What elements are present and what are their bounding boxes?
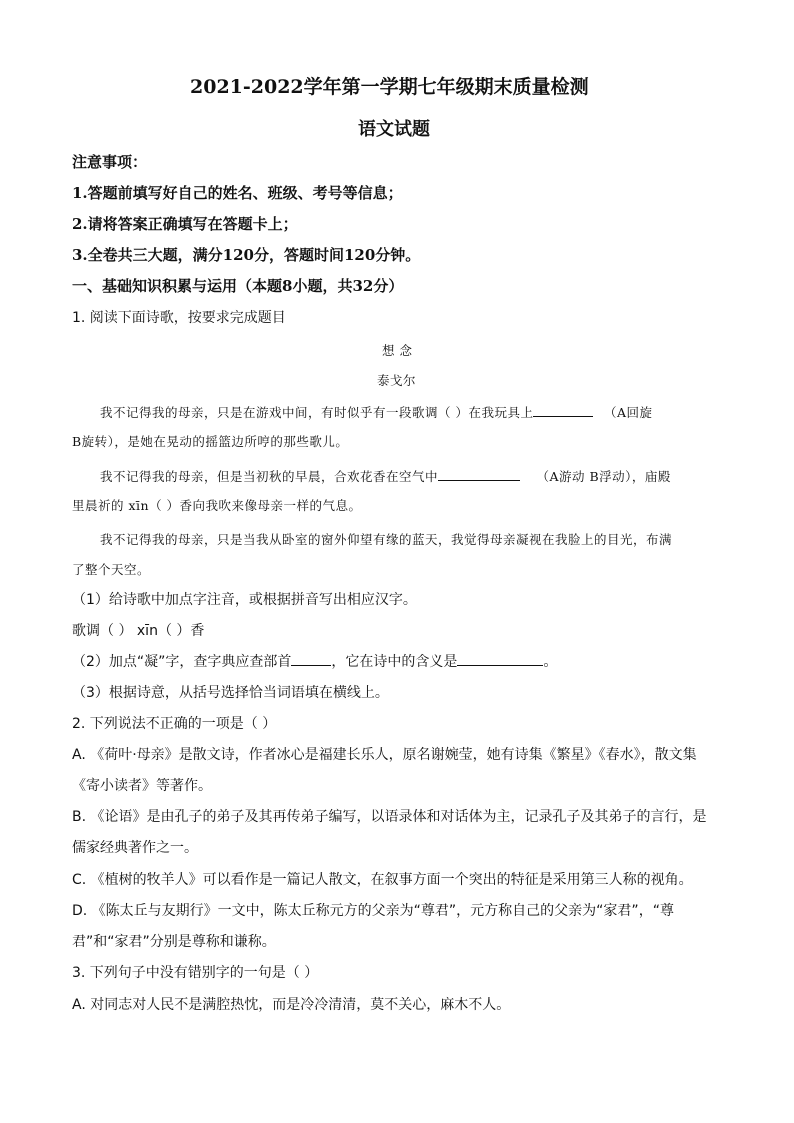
- option-2a-line-1: A. 《荷叶·母亲》是散文诗，作者冰心是福建长乐人，原名谢婉莹，她有诗集《繁星》《春水》，散文集: [72, 747, 697, 763]
- question-1-sub-3: （3）根据诗意，从括号选择恰当词语填在横线上。: [72, 685, 389, 701]
- question-3-stem: 3. 下列句子中没有错别字的一句是（ ）: [72, 965, 319, 981]
- poem-paragraph-3-line-1: 我不记得我的母亲，只是当我从卧室的窗外仰望有缘的蓝天，我觉得母亲凝视在我脸上的目光，布满: [100, 532, 673, 547]
- notice-item-2: 2.请将答案正确填写在答题卡上；: [72, 215, 298, 233]
- question-2-stem: 2. 下列说法不正确的一项是（ ）: [72, 716, 277, 732]
- notice-item-3: 3.全卷共三大题，满分120分，答题时间120分钟。: [72, 246, 421, 264]
- question-1-sub-1-answer: 歌调（ ） xīn（ ）香: [72, 623, 205, 639]
- notice-heading: 注意事项：: [72, 153, 148, 171]
- poem-paragraph-1-line-2: B旋转），是她在晃动的摇篮边所哼的那些歌儿。: [72, 434, 349, 449]
- section-1-heading: 一、基础知识积累与运用（本题8小题，共32分）: [72, 277, 404, 295]
- poem-title: 想 念: [382, 343, 413, 358]
- poem-paragraph-2-line-1: [100, 466, 671, 485]
- poem-paragraph-2-line-2: 里晨祈的 xīn（ ）香向我吹来像母亲一样的气息。: [72, 498, 362, 513]
- poem-p2-text: 我不记得我的母亲，但是当初秋的早晨，合欢花香在空气中: [100, 469, 439, 484]
- option-2c-line-1: C. 《植树的牧羊人》可以看作是一篇记人散文，在叙事方面一个突出的特征是采用第三人称的视角。: [72, 872, 693, 888]
- sub-2-text-b: ，它在诗中的含义是: [331, 654, 458, 670]
- answer-blank[interactable]: [438, 466, 520, 481]
- answer-blank[interactable]: [533, 402, 593, 417]
- option-2a-line-2: 《寄小读者》等著作。: [72, 778, 212, 794]
- poem-p1-text: 我不记得我的母亲，只是在游戏中间，有时似乎有一段歌调（ ）在我玩具上: [100, 405, 534, 420]
- answer-blank[interactable]: [291, 651, 331, 666]
- exam-title: 2021-2022学年第一学期七年级期末质量检测: [190, 76, 589, 98]
- sub-2-text-a: （2）加点“凝”字，查字典应查部首: [72, 654, 292, 670]
- poem-author: 泰戈尔: [377, 373, 417, 388]
- exam-subtitle: 语文试题: [358, 119, 430, 140]
- option-3a-line-1: A. 对同志对人民不是满腔热忱，而是冷冷清清，莫不关心，麻木不人。: [72, 997, 511, 1013]
- notice-item-1: 1.答题前填写好自己的姓名、班级、考号等信息；: [72, 184, 403, 202]
- poem-p2-options: （A游动 B浮动），庙殿: [536, 469, 671, 484]
- question-1-stem: 1. 阅读下面诗歌，按要求完成题目: [72, 310, 286, 326]
- question-1-sub-2: [72, 651, 557, 671]
- question-1-sub-1: （1）给诗歌中加点字注音，或根据拼音写出相应汉字。: [72, 592, 417, 608]
- option-2b-line-2: 儒家经典著作之一。: [72, 840, 198, 856]
- option-2b-line-1: B. 《论语》是由孔子的弟子及其再传弟子编写，以语录体和对话体为主，记录孔子及其弟子的言行，是: [72, 809, 707, 825]
- poem-p1-options: （A回旋: [603, 405, 653, 420]
- sub-2-text-c: 。: [543, 654, 558, 670]
- option-2d-line-2: 君”和“家君”分别是尊称和谦称。: [72, 934, 276, 950]
- option-2d-line-1: D. 《陈太丘与友期行》一文中，陈太丘称元方的父亲为“尊君”，元方称自己的父亲为“家君”，“尊: [72, 903, 674, 919]
- poem-paragraph-3-line-2: 了整个天空。: [72, 562, 151, 577]
- answer-blank[interactable]: [457, 651, 543, 666]
- poem-paragraph-1-line-1: [100, 402, 653, 421]
